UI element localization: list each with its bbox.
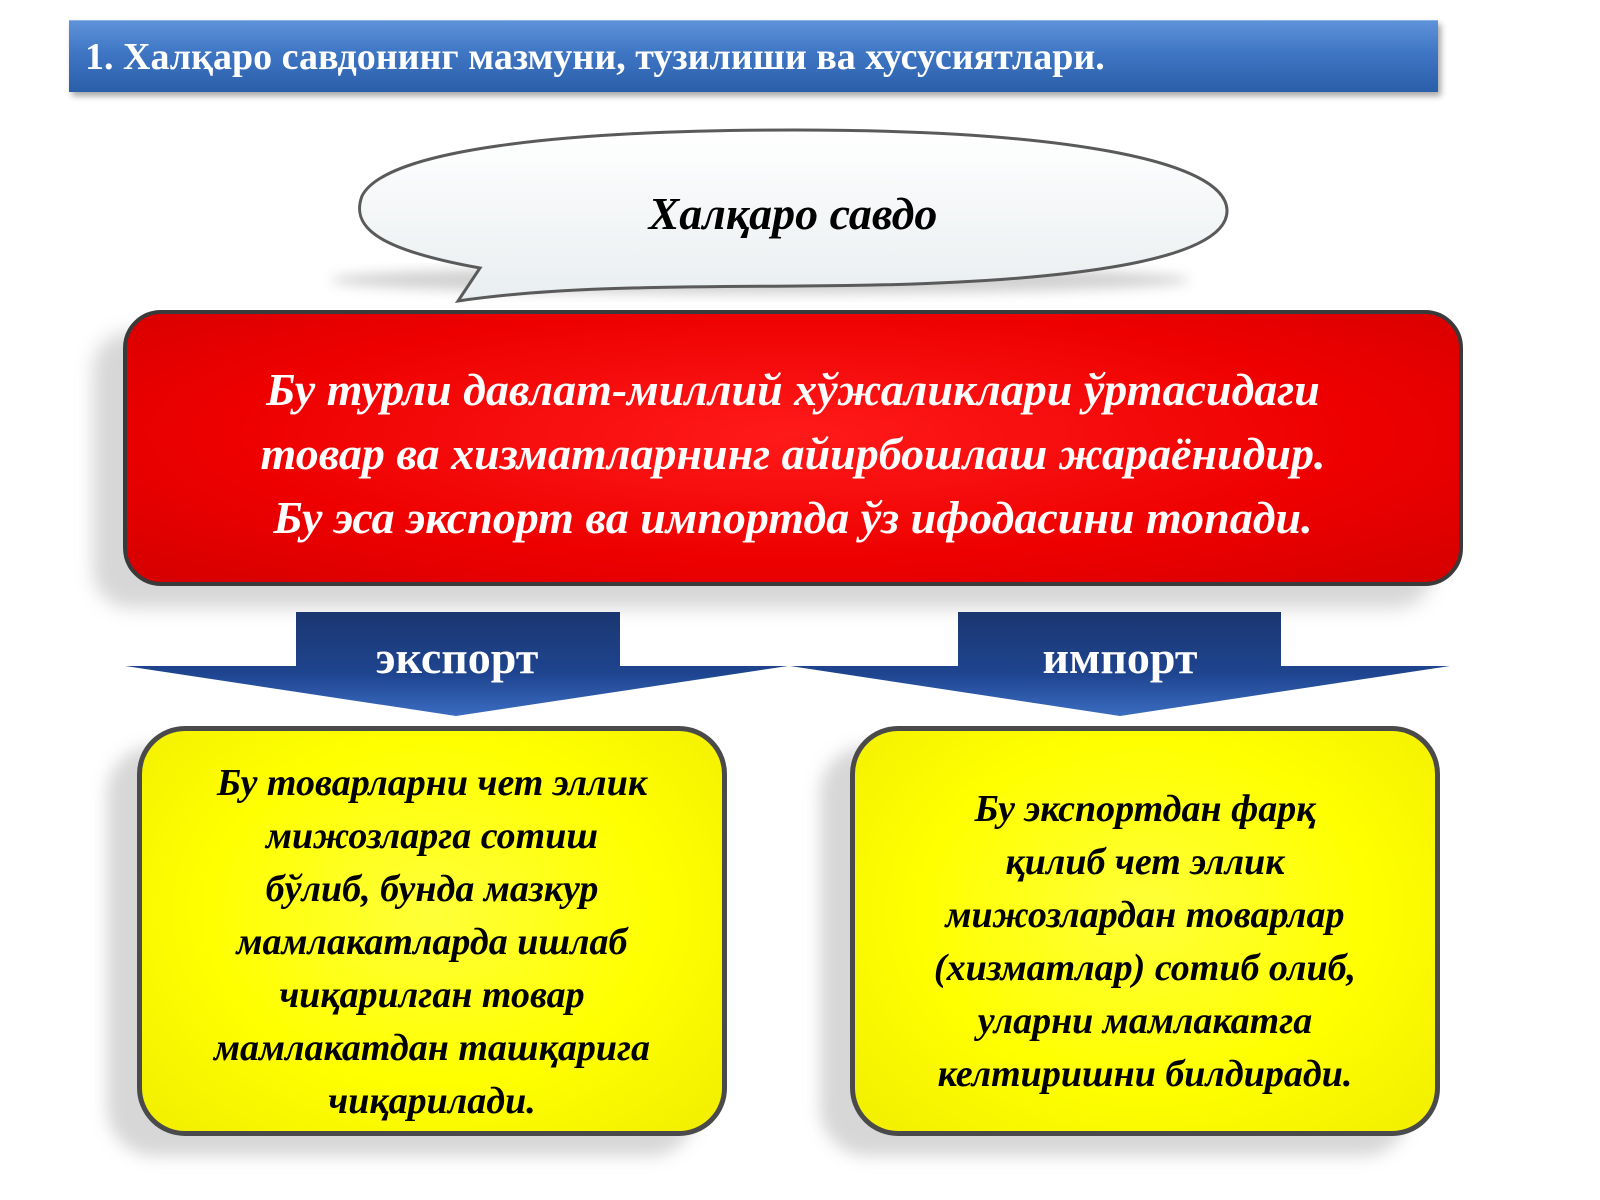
definition-line: товар ва хизматларнинг айирбошлаш жараёнидир. — [260, 428, 1326, 479]
import-line: уларни мамлакатга — [977, 1000, 1313, 1042]
export-description — [160, 757, 704, 1128]
export-line: мижозларга сотиш — [265, 815, 599, 857]
export-line: чиқарилган товар — [279, 974, 585, 1016]
export-line: мамлакатларда ишлаб — [236, 921, 628, 963]
import-line: (хизматлар) сотиб олиб, — [933, 947, 1357, 989]
import-line: келтиришни билдиради. — [937, 1053, 1353, 1095]
import-line: қилиб чет эллик — [1005, 841, 1285, 883]
export-line: чиқарилади. — [328, 1080, 536, 1122]
import-line: мижозлардан товарлар — [945, 894, 1345, 936]
export-line: Бу товарларни чет эллик — [216, 762, 648, 804]
export-label: экспорт — [375, 632, 539, 683]
callout-label: Халқаро савдо — [648, 188, 938, 239]
import-label: импорт — [1042, 632, 1198, 683]
export-line: мамлакатдан ташқарига — [213, 1027, 651, 1069]
import-line: Бу экспортдан фарқ — [974, 788, 1316, 830]
export-description-box — [137, 726, 727, 1136]
import-description-box — [850, 726, 1440, 1136]
import-description — [873, 783, 1417, 1101]
definition-line: Бу эса экспорт ва импортда ўз ифодасини топади. — [273, 492, 1313, 543]
export-line: бўлиб, бунда мазкур — [265, 868, 599, 910]
slide-title: 1. Халқаро савдонинг мазмуни, тузилиши ва хусусиятлари. — [85, 36, 1105, 78]
definition-line: Бу турли давлат-миллий хўжаликлари ўртасидаги — [266, 364, 1320, 415]
